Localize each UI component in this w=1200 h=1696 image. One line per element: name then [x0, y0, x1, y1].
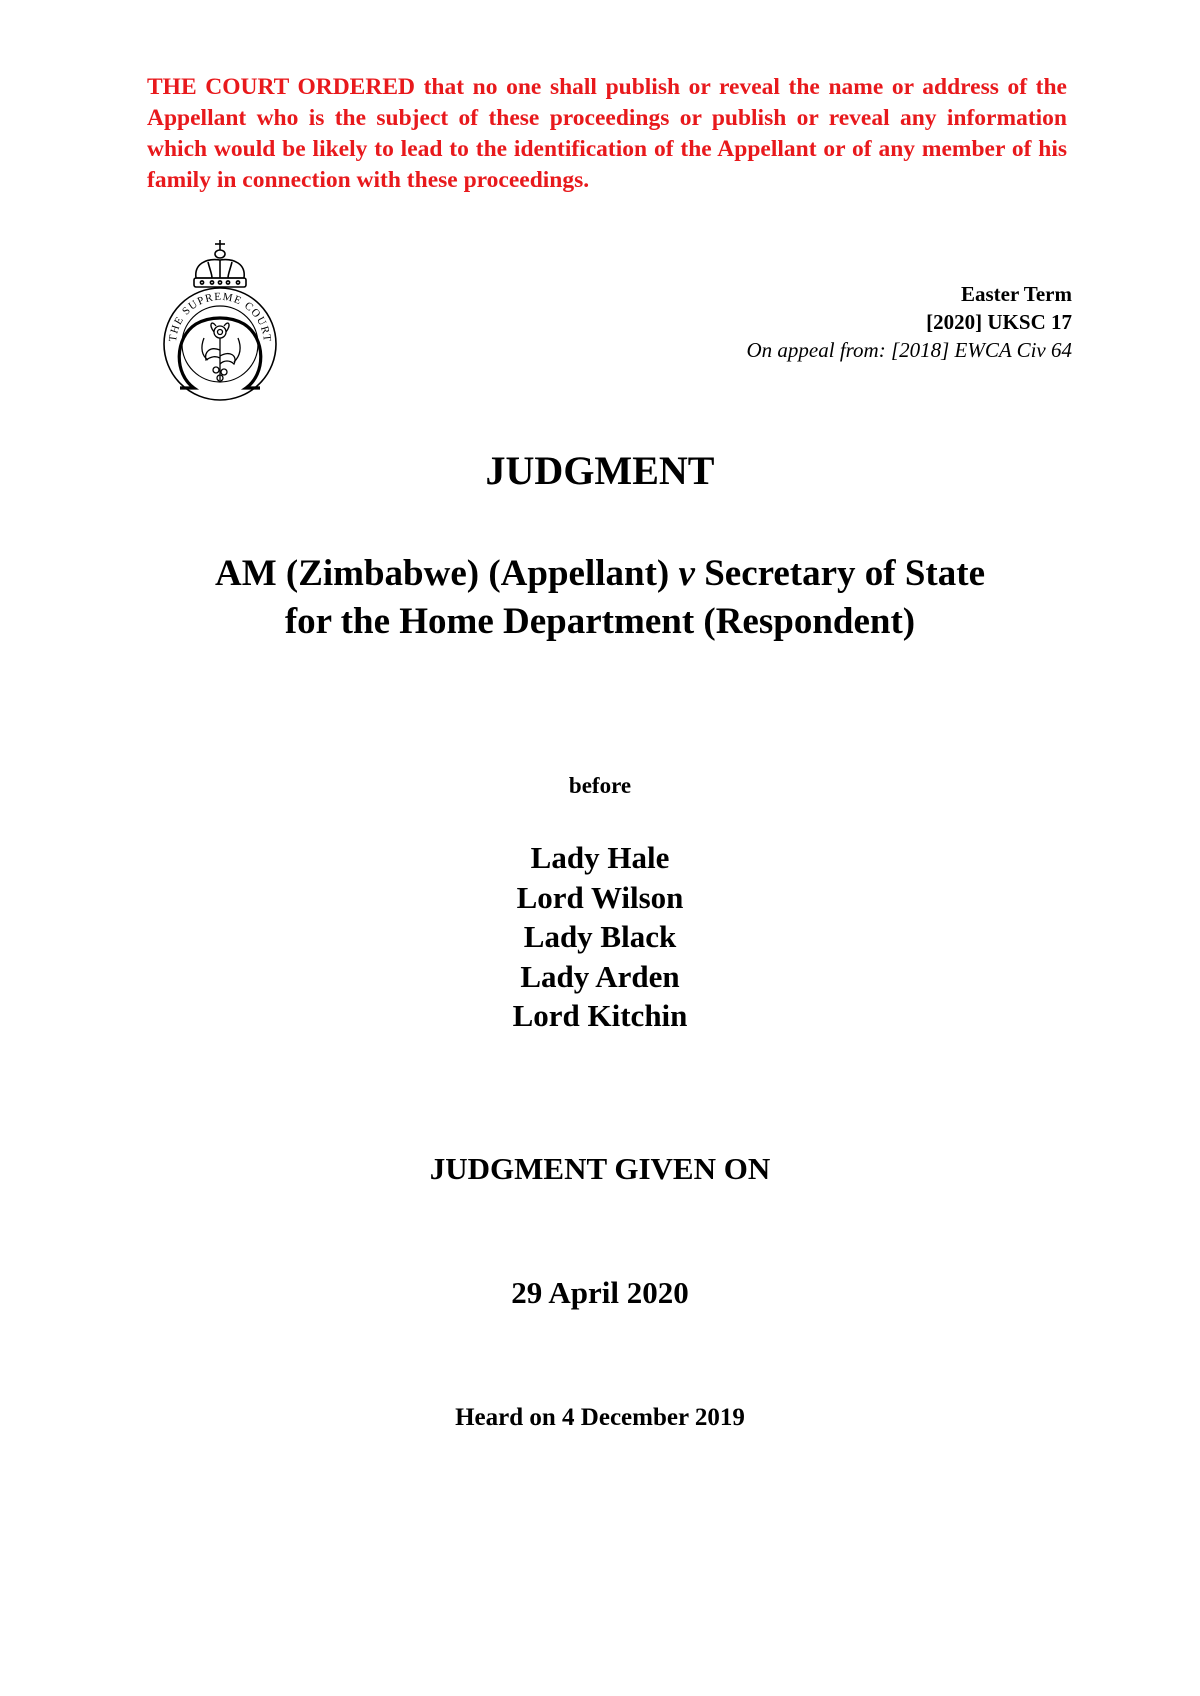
- judgment-date: 29 April 2020: [511, 1275, 689, 1310]
- judgment-heading: JUDGMENT: [485, 448, 715, 493]
- reporting-restriction-notice: THE COURT ORDERED that no one shall publish or reveal the name or address of the Appellant who is the subject of these proceedings or publish or reveal any information which would be likely to lead to the identification of the Appellant or of any member of his family in connection with these proceedings.: [147, 74, 1067, 193]
- appeal-from: On appeal from: [2018] EWCA Civ 64: [746, 338, 1072, 362]
- judge-name: Lady Black: [523, 919, 677, 954]
- term-label: Easter Term: [960, 282, 1072, 306]
- judge-name: Lord Wilson: [516, 879, 684, 915]
- emblem-ring-text: THE SUPREME COURT: [166, 290, 274, 344]
- judge-name: Lady Arden: [520, 958, 680, 994]
- judge-name: Lord Kitchin: [512, 998, 688, 1033]
- respondent-line-1: Secretary of State: [704, 553, 985, 594]
- judges-list: [0, 838, 1200, 1036]
- case-title: [0, 550, 1200, 646]
- judge-name: Lady Hale: [530, 840, 670, 875]
- neutral-citation: [2020] UKSC 17: [926, 310, 1072, 334]
- respondent-line-2: for the Home Department (Respondent): [284, 601, 916, 642]
- heard-date: Heard on 4 December 2019: [455, 1404, 745, 1431]
- citation-block: [747, 280, 1073, 364]
- before-label: before: [568, 773, 632, 798]
- judgment-given-heading: JUDGMENT GIVEN ON: [429, 1151, 771, 1186]
- appellant-name: AM (Zimbabwe) (Appellant): [214, 553, 670, 594]
- versus-marker: v: [678, 553, 695, 594]
- supreme-court-emblem-icon: [160, 238, 280, 410]
